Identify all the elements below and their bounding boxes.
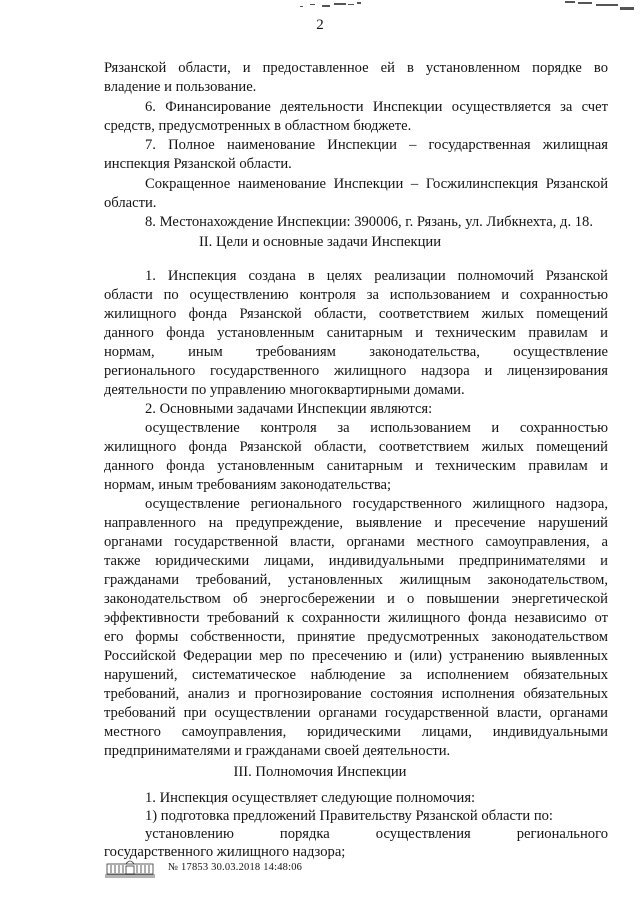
text-line: нарушений, систематическое наблюдение за исполнением обязательных bbox=[104, 667, 608, 683]
text-line: деятельности по управлению многоквартирными домами. bbox=[104, 382, 465, 398]
text-line: гражданами требований, установленных жилищным законодательством, bbox=[104, 572, 608, 588]
text-line: органами государственной власти, органами местного самоуправления, а bbox=[104, 534, 608, 550]
text-line: области. bbox=[104, 195, 157, 211]
text-line: также юридическими лицами, индивидуальными предпринимателями и bbox=[104, 553, 608, 569]
text-line: законодательством об энергосбережении и о повышении энергетической bbox=[104, 591, 608, 607]
text-line: Рязанской области, и предоставленное ей в установленном порядке во bbox=[104, 60, 608, 76]
text-line: 7. Полное наименование Инспекции – государственная жилищная bbox=[145, 137, 608, 153]
text-line: государственного жилищного надзора; bbox=[104, 844, 346, 860]
text-line: владение и пользование. bbox=[104, 79, 257, 95]
text-line: 2. Основными задачами Инспекции являются: bbox=[145, 401, 433, 417]
section-heading: II. Цели и основные задачи Инспекции bbox=[198, 234, 442, 250]
text-line: нормам, иным требованиям законодательства; bbox=[104, 477, 392, 493]
text-line: средств, предусмотренных в областном бюджете. bbox=[104, 118, 412, 134]
text-line: местного самоуправления, юридическими лицами, индивидуальными bbox=[104, 724, 608, 740]
text-line: области по осуществлению контроля за использованием и сохранностью bbox=[104, 287, 608, 303]
registration-number: № 17853 30.03.2018 14:48:06 bbox=[168, 861, 303, 873]
page-number: 2 bbox=[316, 17, 324, 33]
text-line: предпринимателями и гражданами своей деятельности. bbox=[104, 743, 451, 759]
text-line: эффективности требований к сохранности жилищного фонда независимо от bbox=[104, 610, 608, 626]
text-line: требований, анализ и прогнозирование состояния исполнения обязательных bbox=[104, 686, 608, 702]
building-emblem-icon bbox=[104, 856, 156, 878]
text-line: осуществление контроля за использованием и сохранностью bbox=[145, 420, 608, 436]
text-line: 1. Инспекция создана в целях реализации полномочий Рязанской bbox=[145, 268, 608, 284]
scan-artifact bbox=[0, 0, 640, 14]
text-line: жилищного фонда Рязанской области, соответствием жилых помещений bbox=[104, 306, 608, 322]
section-heading: III. Полномочия Инспекции bbox=[233, 764, 407, 780]
text-line: жилищного фонда Рязанской области, соответствием жилых помещений bbox=[104, 439, 608, 455]
text-line: Российской Федерации мер по пресечению и (или) устранению выявленных bbox=[104, 648, 608, 664]
text-line: нормам, иным требованиям законодательства, осуществление bbox=[104, 344, 608, 360]
text-line: требований при осуществлении органами государственной власти, органами bbox=[104, 705, 608, 721]
text-line: 6. Финансирование деятельности Инспекции осуществляется за счет bbox=[145, 99, 608, 115]
text-line: направленного на предупреждение, выявление и пресечение нарушений bbox=[104, 515, 608, 531]
text-line: 8. Местонахождение Инспекции: 390006, г. Рязань, ул. Либкнехта, д. 18. bbox=[145, 214, 593, 230]
text-line: 1. Инспекция осуществляет следующие полномочия: bbox=[145, 790, 476, 806]
registration-footer bbox=[104, 856, 302, 878]
text-line: данного фонда установленным санитарным и техническим правилам и bbox=[104, 325, 608, 341]
text-line: установлению порядка осуществления регионального bbox=[145, 826, 608, 842]
text-line: данного фонда установленным санитарным и техническим правилам и bbox=[104, 458, 608, 474]
text-line: 1) подготовка предложений Правительству Рязанской области по: bbox=[145, 808, 553, 824]
text-line: Сокращенное наименование Инспекции – Госжилинспекция Рязанской bbox=[145, 176, 608, 192]
text-line: осуществление регионального государственного жилищного надзора, bbox=[145, 496, 608, 512]
text-line: его формы собственности, принятие предусмотренных законодательством bbox=[104, 629, 608, 645]
text-line: инспекция Рязанской области. bbox=[104, 156, 292, 172]
text-line: регионального государственного жилищного надзора и лицензирования bbox=[104, 363, 608, 379]
